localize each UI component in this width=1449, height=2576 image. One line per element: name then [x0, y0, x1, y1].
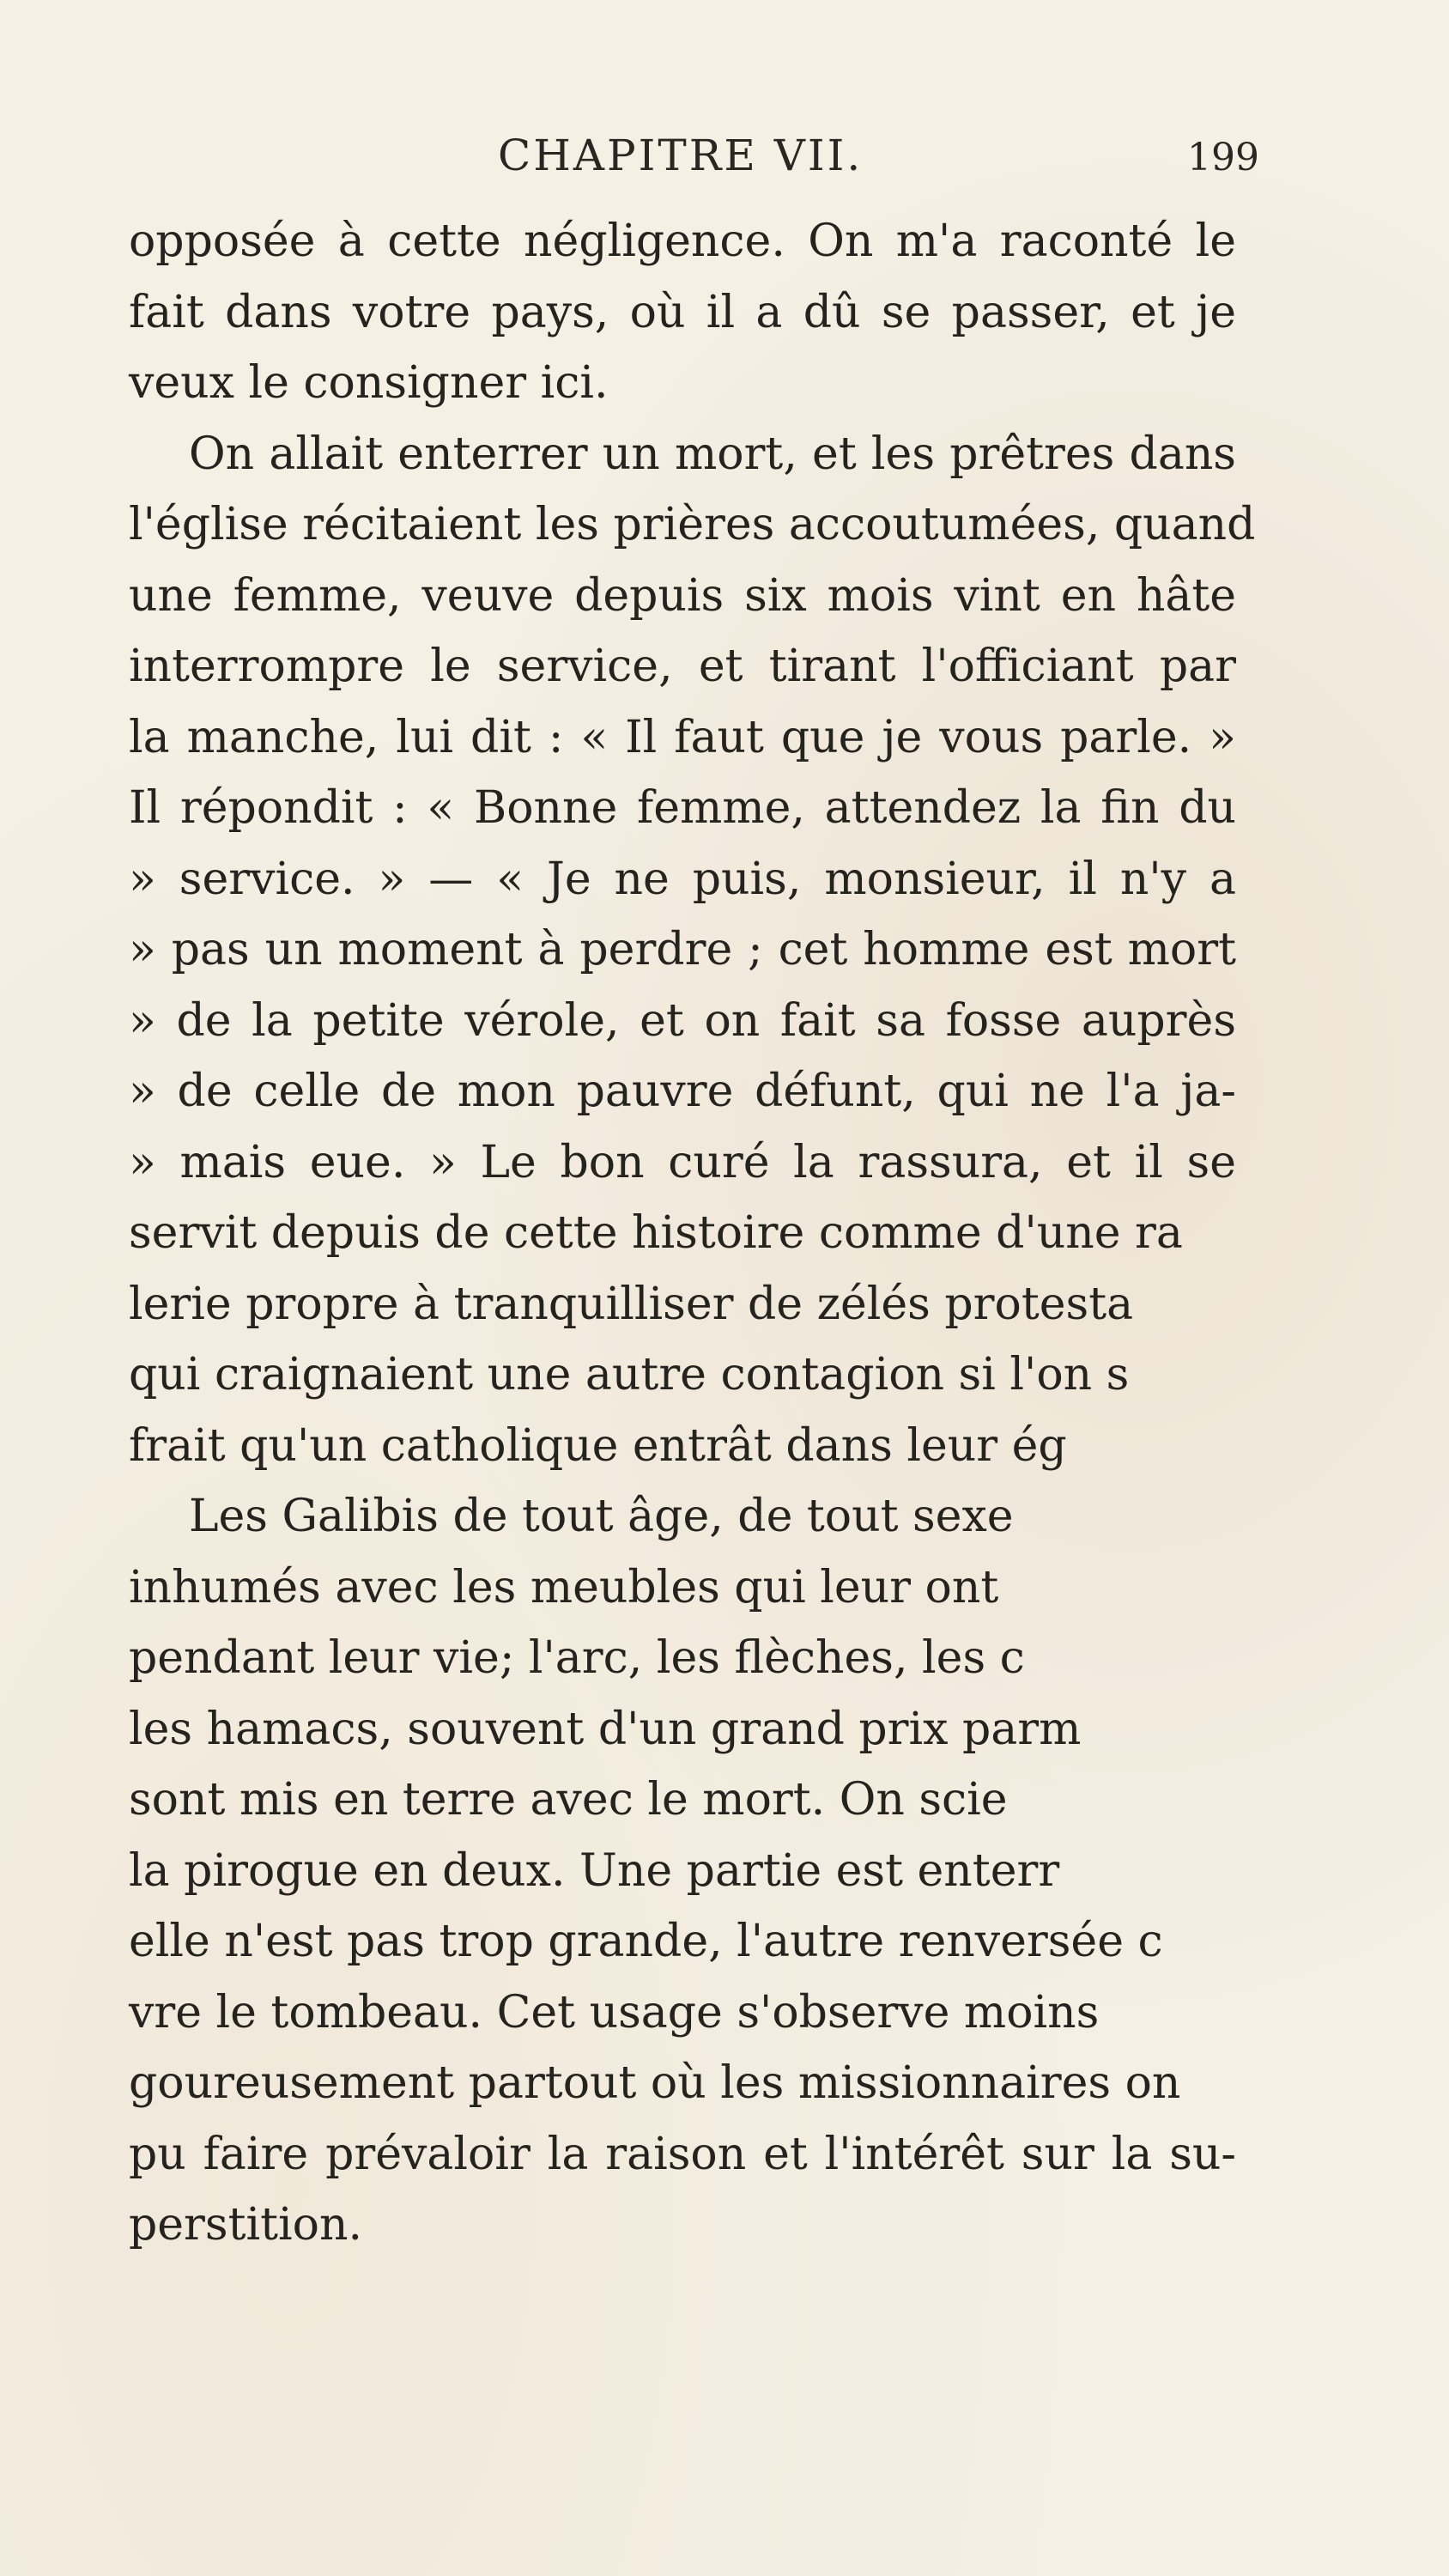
text-line: » de celle de mon pauvre défunt, qui ne l'a ja- [129, 1066, 1236, 1117]
text-line: lerie propre à tranquilliser de zélés protesta [129, 1278, 1134, 1330]
text-line: Il répondit : « Bonne femme, attendez la fin du [129, 782, 1236, 834]
text-line: » mais eue. » Le bon curé la rassura, et il se [129, 1136, 1236, 1188]
text-line: Les Galibis de tout âge, de tout sexe [189, 1491, 1014, 1542]
text-line: perstition. [129, 2199, 362, 2251]
text-line: vre le tombeau. Cet usage s'observe moins [129, 1986, 1100, 2038]
text-line: inhumés avec les meubles qui leur ont [129, 1561, 999, 1613]
text-line: goureusement partout où les missionnaires on [129, 2057, 1181, 2109]
running-title: CHAPITRE VII. [498, 131, 864, 180]
text-line: elle n'est pas trop grande, l'autre renversée c [129, 1916, 1163, 1967]
text-line: les hamacs, souvent d'un grand prix parm [129, 1703, 1082, 1755]
text-line: la manche, lui dit : « Il faut que je vous parle. » [129, 711, 1236, 763]
text-line: » de la petite vérole, et on fait sa fosse auprès [129, 994, 1236, 1047]
text-line: pu faire prévaloir la raison et l'intérêt sur la su- [129, 2128, 1236, 2180]
body-text [129, 206, 1256, 2261]
text-line: » service. » — « Je ne puis, monsieur, il n'y a [129, 853, 1236, 905]
text-line: qui craignaient une autre contagion si l'on s [129, 1349, 1130, 1400]
text-line: une femme, veuve depuis six mois vint en hâte [129, 569, 1236, 622]
text-line: pendant leur vie; l'arc, les flèches, les c [129, 1632, 1025, 1684]
text-line: frait qu'un catholique entrât dans leur ég [129, 1419, 1067, 1472]
page-number: 199 [1187, 136, 1259, 179]
text-line: » pas un moment à perdre ; cet homme est mort [129, 924, 1236, 975]
text-line: la pirogue en deux. Une partie est enterr [129, 1844, 1060, 1897]
text-line: On allait enterrer un mort, et les prêtres dans [189, 428, 1236, 480]
page-header [0, 131, 1449, 191]
text-line: servit depuis de cette histoire comme d'une ra [129, 1207, 1183, 1259]
text-line: opposée à cette négligence. On m'a raconté le [129, 216, 1236, 267]
text-line: interrompre le service, et tirant l'officiant par [129, 641, 1236, 692]
text-line: sont mis en terre avec le mort. On scie [129, 1774, 1008, 1826]
text-line: fait dans votre pays, où il a dû se passer, et je [129, 286, 1236, 338]
text-line: l'église récitaient les prières accoutumées, quand [129, 499, 1256, 550]
text-line: veux le consigner ici. [129, 357, 609, 409]
